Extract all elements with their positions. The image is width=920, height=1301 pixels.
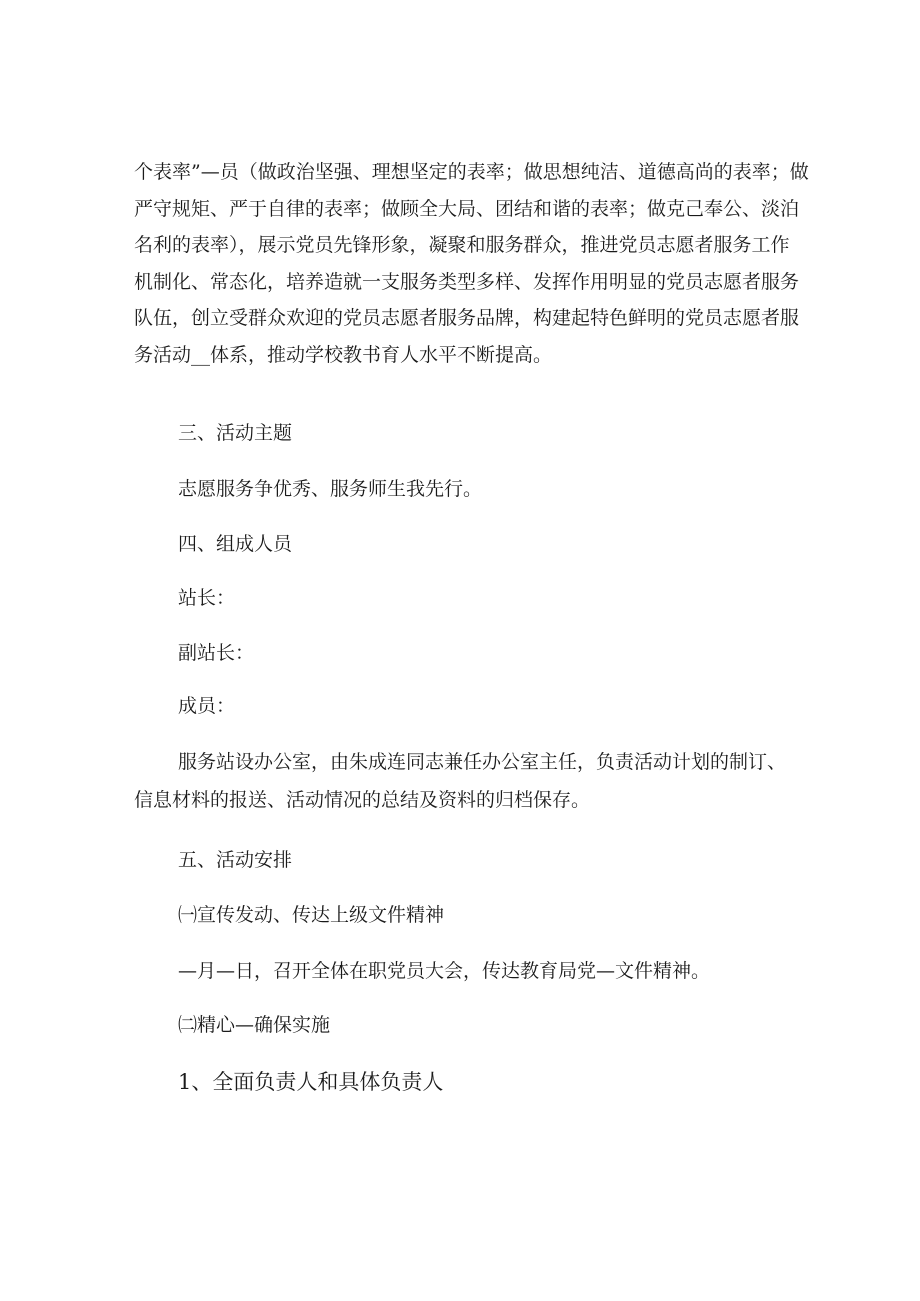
section5-heading: 五、活动安排 xyxy=(178,849,293,871)
members-label: 成员： xyxy=(178,695,236,717)
intro-line: 个表率”—员（做政治坚强、理想坚定的表率；做思想纯洁、道德高尚的表率；做 xyxy=(134,161,809,183)
office-paragraph xyxy=(134,743,794,819)
sub1-heading: 1、全面负责人和具体负责人 xyxy=(178,1070,444,1094)
item2-heading: ㈡精心—确保实施 xyxy=(178,1014,331,1036)
intro-line: 严守规矩、严于自律的表率；做顾全大局、团结和谐的表率；做克己奉公、淡泊 xyxy=(134,197,800,220)
section3-text: 志愿服务争优秀、服务师生我先行。 xyxy=(178,478,483,500)
section3-heading: 三、活动主题 xyxy=(178,422,293,444)
deputy-head-label: 副站长： xyxy=(178,642,255,664)
station-head-label: 站长： xyxy=(178,587,236,609)
intro-line: 机制化、常态化，培养造就一支服务类型多样、发挥作用明显的党员志愿者服务 xyxy=(134,270,800,293)
intro-line: 队伍，创立受群众欢迎的党员志愿者服务品牌，构建起特色鲜明的党员志愿者服 xyxy=(134,307,800,330)
item1-text: —月—日，召开全体在职党员大会，传达教育局党—文件精神。 xyxy=(178,960,711,982)
office-line: 服务站设办公室，由朱成连同志兼任办公室主任，负责活动计划的制订、 xyxy=(178,751,787,773)
office-line: 信息材料的报送、活动情况的总结及资料的归档保存。 xyxy=(134,789,591,811)
item1-heading: ㈠宣传发动、传达上级文件精神 xyxy=(178,904,445,926)
intro-line: 务活动__体系，推动学校教书育人水平不断提高。 xyxy=(134,343,553,366)
intro-line: 名利的表率），展示党员先锋形象，凝聚和服务群众，推进党员志愿者服务工作 xyxy=(134,234,790,257)
section4-heading: 四、组成人员 xyxy=(178,533,293,555)
intro-paragraph xyxy=(134,154,809,374)
